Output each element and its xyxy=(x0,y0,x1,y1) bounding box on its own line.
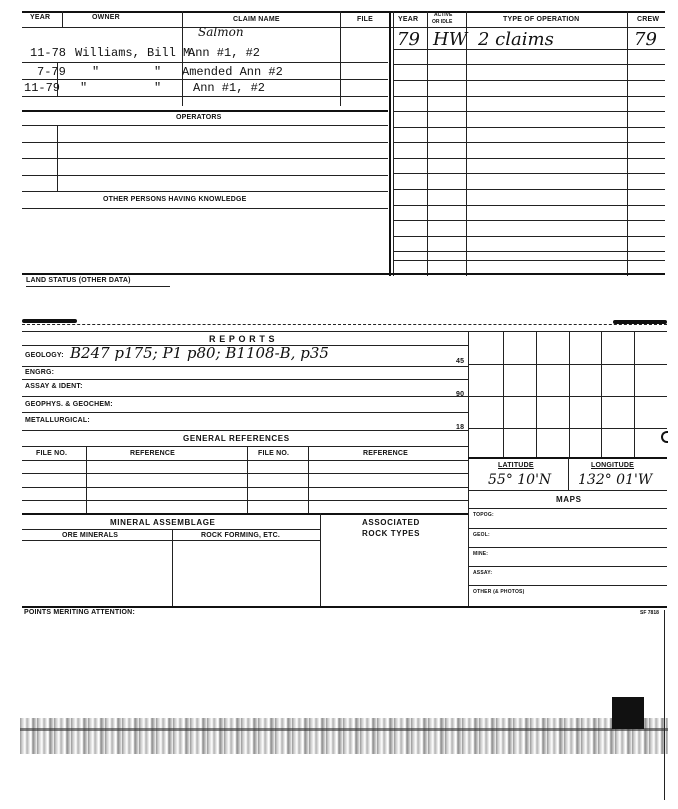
maps-topog-label: TOPOG: xyxy=(473,512,494,518)
owner-row-1-year: 11-78 xyxy=(30,46,67,60)
maps-assay-label: ASSAY: xyxy=(473,570,493,576)
owner-row-3-claim: Ann #1, #2 xyxy=(193,81,266,95)
general-references-title: GENERAL REFERENCES xyxy=(183,434,290,443)
header-year-activity: YEAR xyxy=(398,16,419,23)
header-active: ACTIVE xyxy=(434,12,453,18)
margin-number-2: 90 xyxy=(456,391,465,398)
longitude-label: LONGITUDE xyxy=(591,462,635,469)
assay-label: ASSAY & IDENT: xyxy=(25,383,83,390)
scan-dark-block xyxy=(612,697,644,729)
reports-title: R E P O R T S xyxy=(209,334,276,344)
scan-noise-line xyxy=(20,728,668,731)
scan-noise-band xyxy=(20,718,668,754)
margin-number-3: 18 xyxy=(456,424,465,431)
geophys-label: GEOPHYS. & GEOCHEM: xyxy=(25,401,113,408)
owner-row-3-year: 11-79 xyxy=(24,81,61,95)
activity-operation: 2 claims xyxy=(478,29,554,50)
owner-row-3-ditto-1: " xyxy=(80,81,88,95)
geology-value: B247 p175; P1 p80; B1108-B, p35 xyxy=(70,344,329,362)
separator-smudge-left xyxy=(22,319,77,323)
owner-row-2-year: 7-79 xyxy=(37,65,66,79)
owner-row-2-ditto-1: " xyxy=(92,65,100,79)
longitude-value: 132° 01'W xyxy=(578,472,653,488)
margin-number-1: 45 xyxy=(456,358,465,365)
rock-forming-label: ROCK FORMING, ETC. xyxy=(201,532,281,539)
gr-col-file-no-2: FILE NO. xyxy=(258,450,290,457)
ore-minerals-label: ORE MINERALS xyxy=(62,532,119,539)
land-status-label: LAND STATUS (OTHER DATA) xyxy=(26,277,131,284)
owner-row-1-owner: Williams, Bill M. xyxy=(75,46,198,60)
header-claim-name: CLAIM NAME xyxy=(233,16,280,23)
activity-year: 79 xyxy=(397,29,420,50)
activity-active: HW xyxy=(433,29,468,50)
other-persons-label: OTHER PERSONS HAVING KNOWLEDGE xyxy=(103,196,247,203)
latitude-label: LATITUDE xyxy=(498,462,534,469)
metallurgical-label: METALLURGICAL: xyxy=(25,417,90,424)
maps-geol-label: GEOL: xyxy=(473,532,490,538)
gr-col-file-no-1: FILE NO. xyxy=(36,450,68,457)
rock-types-label: ROCK TYPES xyxy=(362,529,421,538)
latitude-value: 55° 10'N xyxy=(488,472,552,488)
operators-label: OPERATORS xyxy=(176,114,222,121)
owner-row-2-claim: Amended Ann #2 xyxy=(182,65,283,79)
header-owner: OWNER xyxy=(92,14,120,21)
form-number: SF 7818 xyxy=(640,610,659,616)
maps-mine-label: MINE: xyxy=(473,551,489,557)
owner-row-2-ditto-2: " xyxy=(154,65,162,79)
gr-col-reference-1: REFERENCE xyxy=(130,450,175,457)
maps-title: MAPS xyxy=(556,495,582,504)
engrg-label: ENGRG: xyxy=(25,369,55,376)
points-meriting-attention-label: POINTS MERITING ATTENTION: xyxy=(24,609,135,616)
owner-row-3-ditto-2: " xyxy=(154,81,162,95)
punch-hole-mark xyxy=(661,431,668,443)
header-type-of-operation: TYPE OF OPERATION xyxy=(503,16,580,23)
gr-col-reference-2: REFERENCE xyxy=(363,450,408,457)
associated-label: ASSOCIATED xyxy=(362,518,420,527)
geology-label: GEOLOGY: xyxy=(25,352,64,359)
mineral-assemblage-title: MINERAL ASSEMBLAGE xyxy=(110,518,216,527)
maps-other-label: OTHER (& PHOTOS) xyxy=(473,589,525,595)
owner-row-1-claim: Ann #1, #2 xyxy=(188,46,261,60)
header-year: YEAR xyxy=(30,14,51,21)
header-file: FILE xyxy=(357,16,373,23)
header-crew: CREW xyxy=(637,16,660,23)
header-or-idle: OR IDLE xyxy=(432,19,453,25)
claim-name-handwritten: Salmon xyxy=(198,25,244,39)
activity-crew: 79 xyxy=(634,29,657,50)
